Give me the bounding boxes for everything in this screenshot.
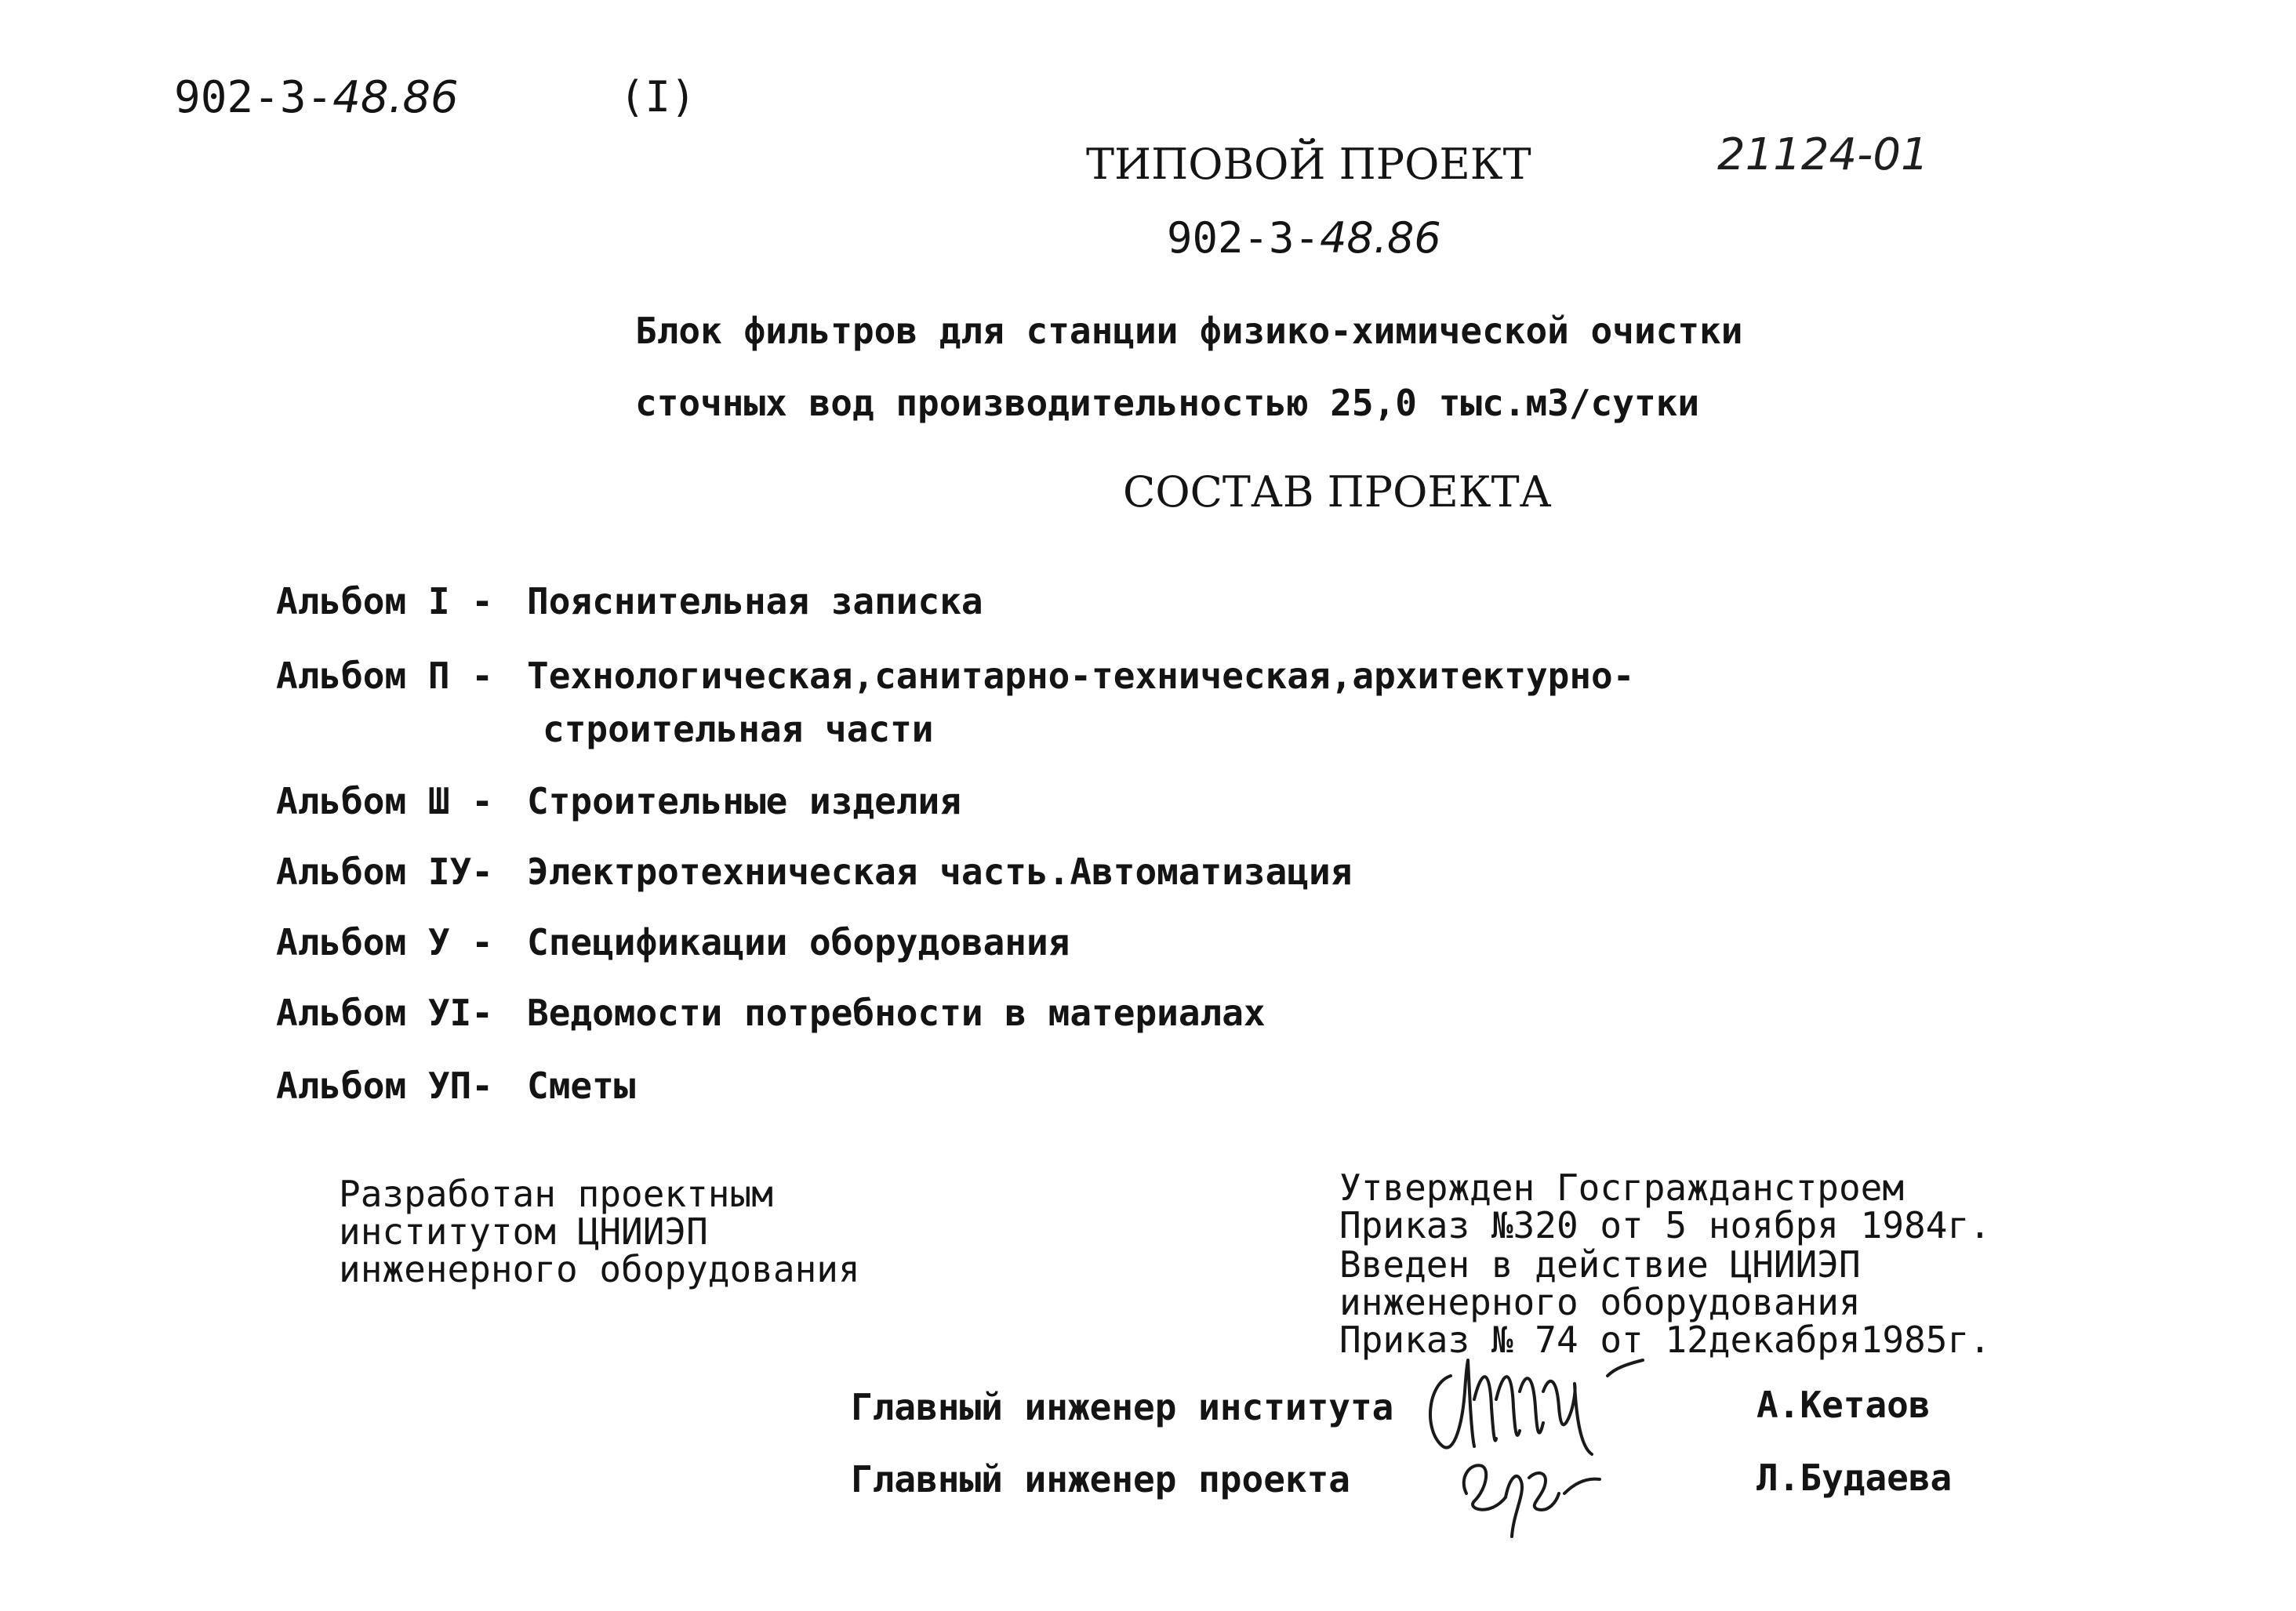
approval-line: Введен в действие ЦНИИЭП xyxy=(1339,1243,1861,1286)
project-number xyxy=(1167,213,1441,263)
document-number xyxy=(174,72,459,123)
album-title: Пояснительная записка xyxy=(527,580,983,622)
sheet-number: (I) xyxy=(619,72,696,122)
project-type-heading: ТИПОВОЙ ПРОЕКТ xyxy=(1086,140,1531,189)
approval-line: Утвержден Госгражданстроем xyxy=(1339,1167,1905,1209)
signatory-role: Главный инженер проекта xyxy=(851,1458,1350,1500)
album-name: Альбом УП- xyxy=(276,1065,493,1107)
inventory-number: 21124-01 xyxy=(1717,129,1929,180)
album-name: Альбом IУ- xyxy=(276,851,493,893)
album-title: Электротехническая часть.Автоматизация xyxy=(527,851,1353,893)
signature-chief-engineer-institute xyxy=(1430,1360,1643,1454)
project-number-handwritten: 48.86 xyxy=(1320,213,1441,263)
approval-line: Приказ № 74 от 12декабря1985г. xyxy=(1339,1319,1991,1361)
project-title-line-1: Блок фильтров для станции физико-химической очистки xyxy=(635,310,1743,352)
handwritten-signatures xyxy=(1419,1344,1686,1548)
album-title: Спецификации оборудования xyxy=(527,921,1070,963)
album-item xyxy=(276,655,1634,697)
album-item xyxy=(276,992,1266,1034)
album-title-continuation: строительная части xyxy=(543,708,934,750)
signatory-name: А.Кетаов xyxy=(1757,1384,1931,1426)
approval-line: инженерного оборудования xyxy=(1339,1281,1861,1323)
album-name: Альбом П - xyxy=(276,655,493,697)
album-name: Альбом УI- xyxy=(276,992,493,1034)
developer-line: инженерного оборудования xyxy=(339,1248,860,1290)
approval-line: Приказ №320 от 5 ноября 1984г. xyxy=(1339,1204,1991,1246)
album-title: Строительные изделия xyxy=(527,780,961,822)
album-item xyxy=(276,921,1070,963)
album-name: Альбом У - xyxy=(276,921,493,963)
developer-line: институтом ЦНИИЭП xyxy=(339,1210,708,1253)
signature-chief-engineer-project xyxy=(1464,1465,1600,1537)
album-title: Ведомости потребности в материалах xyxy=(527,992,1266,1034)
composition-heading: СОСТАВ ПРОЕКТА xyxy=(1123,467,1552,517)
album-item xyxy=(276,851,1352,893)
album-item xyxy=(276,780,961,822)
album-item xyxy=(276,1065,635,1107)
signatory-role: Главный инженер института xyxy=(851,1386,1394,1428)
developer-line: Разработан проектным xyxy=(339,1173,773,1215)
album-title: Сметы xyxy=(527,1065,636,1107)
album-title: Технологическая,санитарно-техническая,архитектурно- xyxy=(527,655,1635,697)
project-number-printed: 902-3- xyxy=(1167,213,1321,263)
album-name: Альбом Ш - xyxy=(276,780,493,822)
album-name: Альбом I - xyxy=(276,580,493,622)
document-number-handwritten: 48.86 xyxy=(332,72,459,123)
project-title-line-2: сточных вод производительностью 25,0 тыс.м3/сутки xyxy=(635,382,1700,424)
album-item xyxy=(276,580,983,622)
document-number-printed: 902-3- xyxy=(174,72,333,123)
signatory-name: Л.Будаева xyxy=(1757,1457,1953,1499)
